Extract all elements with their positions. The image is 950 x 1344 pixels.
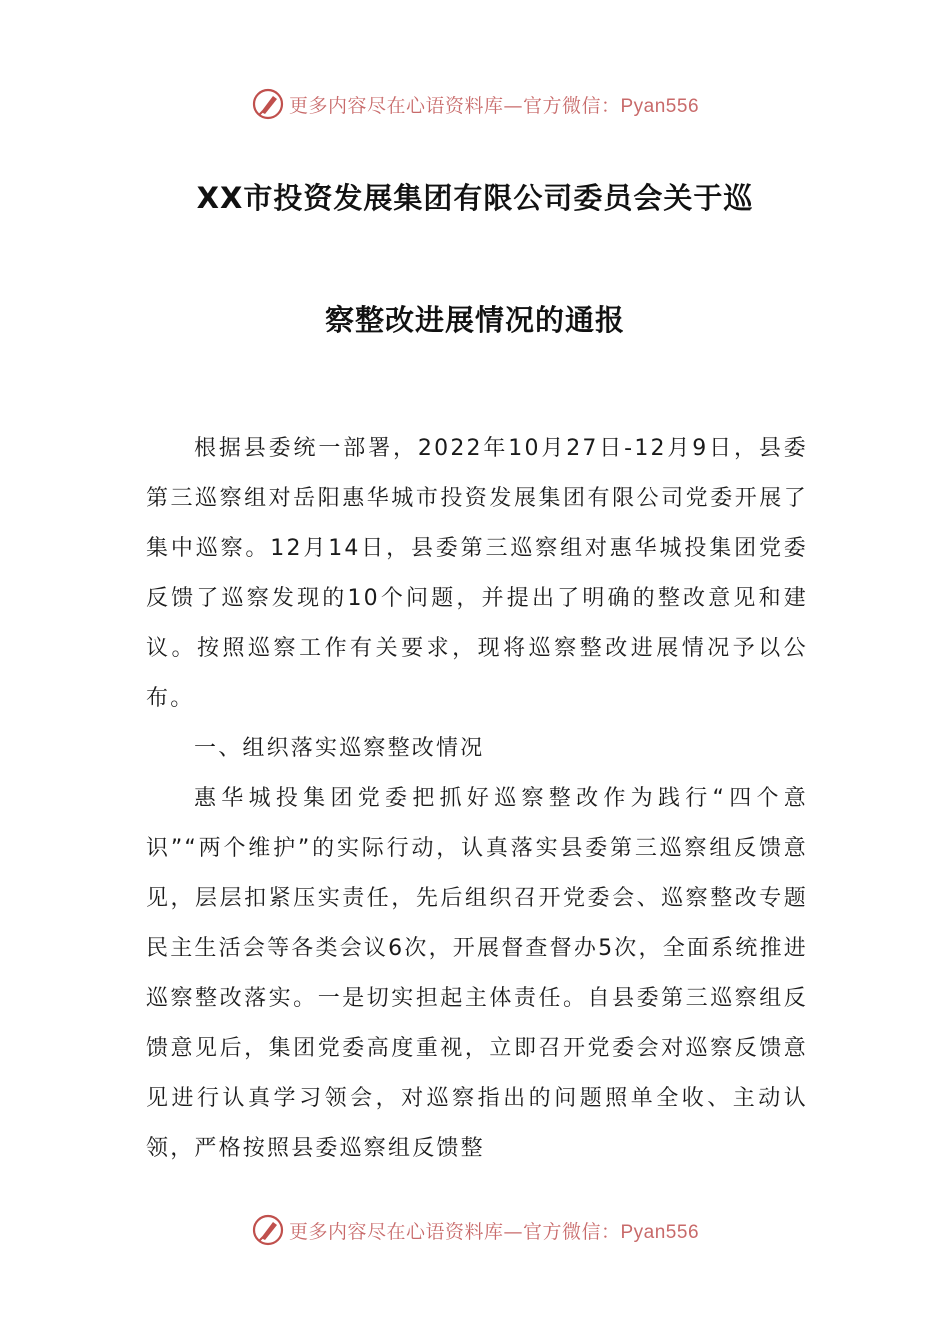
watermark-text: 更多内容尽在心语资料库—官方微信：Pyan556: [288, 94, 700, 117]
watermark-banner-top: [0, 84, 950, 124]
section-heading-1: 一、组织落实巡察整改情况: [194, 736, 485, 761]
pen-nib-logo-icon: [251, 1213, 285, 1247]
body-paragraph-1: 根据县委统一部署，2022年10月27日-12月9日，县委第三巡察组对岳阳惠华城市投资发展集团有限公司党委开展了集中巡察。12月14日，县委第三巡察组对惠华城投集团党委反馈了巡察发现的10个问题，并提出了明确的整改意见和建议。按照巡察工作有关要求，现将巡察整改进展情况予以公布。: [146, 436, 808, 711]
body-paragraph-2: 惠华城投集团党委把抓好巡察整改作为践行“四个意识”“两个维护”的实际行动，认真落实县委第三巡察组反馈意见，层层扣紧压实责任，先后组织召开党委会、巡察整改专题民主生活会等各类会议6次，开展督查督办5次，全面系统推进巡察整改落实。一是切实担起主体责任。自县委第三巡察组反馈意见后，集团党委高度重视，立即召开党委会对巡察反馈意见进行认真学习领会，对巡察指出的问题照单全收、主动认领，严格按照县委巡察组反馈整: [146, 786, 808, 1161]
watermark-banner-bottom: [0, 1210, 950, 1250]
document-title-line1: XX市投资发展集团有限公司委员会关于巡: [196, 181, 754, 215]
pen-nib-logo-icon: [251, 87, 285, 121]
document-title-line2: 察整改进展情况的通报: [324, 303, 625, 337]
watermark-text: 更多内容尽在心语资料库—官方微信：Pyan556: [288, 1220, 700, 1243]
